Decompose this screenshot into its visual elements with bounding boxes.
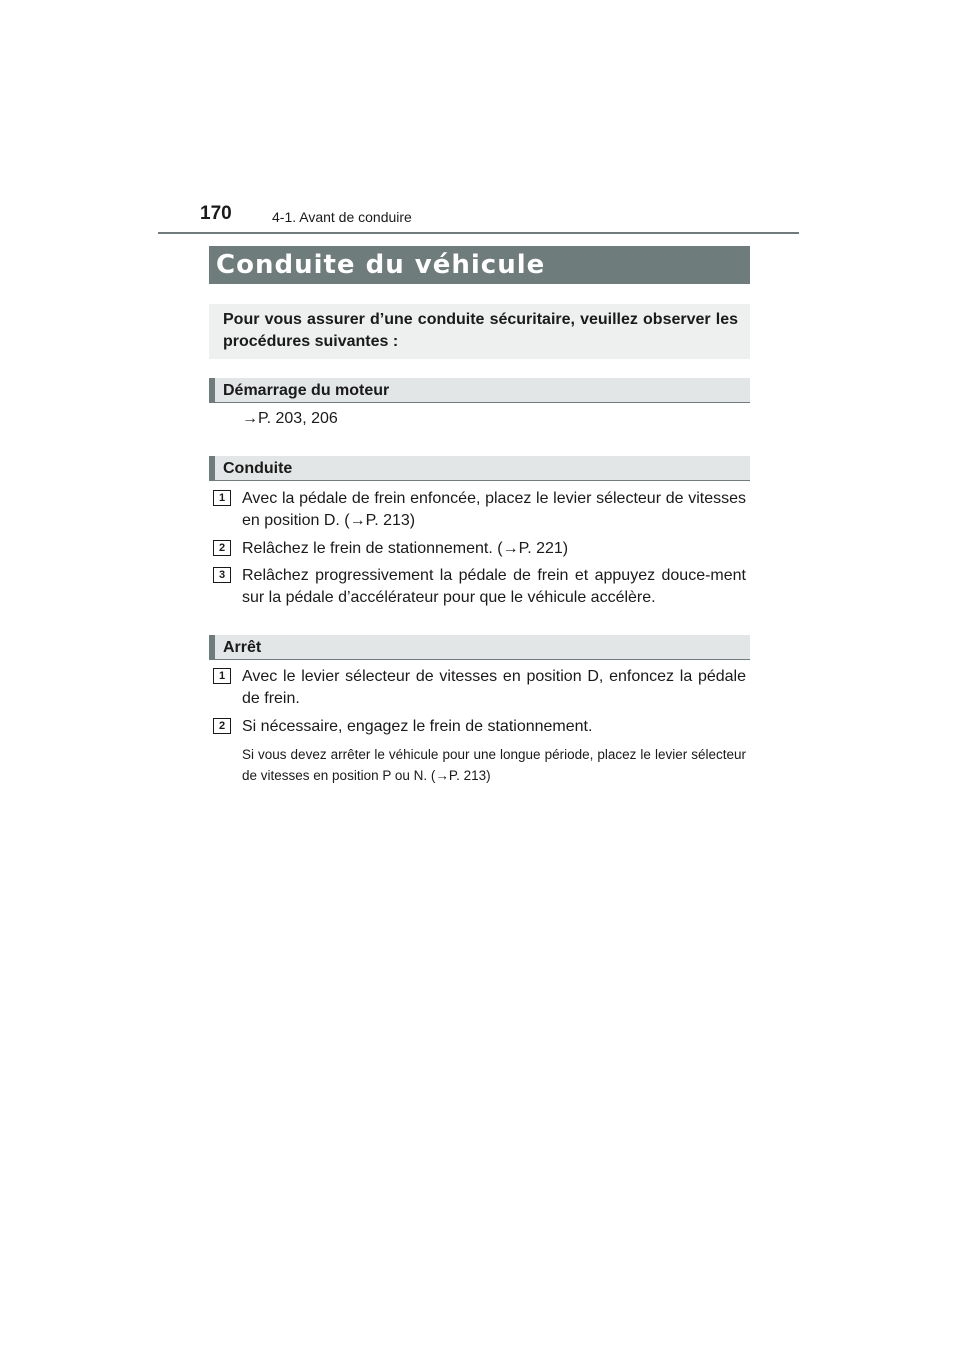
section-heading-demarrage: Démarrage du moteur (209, 378, 750, 403)
intro-box: Pour vous assurer d’une conduite sécuritaire, veuillez observer les procédures suivantes : (209, 304, 750, 359)
title-bar (209, 246, 750, 284)
section-heading-conduite: Conduite (209, 456, 750, 481)
step-item (213, 488, 746, 532)
step-number-badge: 2 (213, 718, 231, 734)
section-heading-arret: Arrêt (209, 635, 750, 660)
page-reference: →P. 203, 206 (242, 410, 338, 427)
step-text: Avec la pédale de frein enfoncée, placez le levier sélecteur de vitesses en position D. (→P. 213) (242, 490, 746, 529)
step-item (213, 538, 746, 560)
step-number-badge: 1 (213, 490, 231, 506)
step-text: Si nécessaire, engagez le frein de stationnement. (242, 718, 593, 735)
step-item (213, 565, 746, 609)
step-number-badge: 1 (213, 668, 231, 684)
step-number-badge: 3 (213, 567, 231, 583)
page-number: 170 (200, 203, 232, 224)
step-text: Avec le levier sélecteur de vitesses en position D, enfoncez la pédale de frein. (242, 668, 746, 707)
step-text: Relâchez progressivement la pédale de frein et appuyez douce-ment sur la pédale d’accélérateur pour que le véhicule accélère. (242, 567, 746, 606)
step-item (213, 666, 746, 710)
page-title: Conduite du véhicule (216, 250, 546, 280)
header-rule (158, 232, 799, 234)
note-text: Si vous devez arrêter le véhicule pour une longue période, placez le levier sélecteur de vitesses en position P ou N. (→P. 213) (242, 747, 746, 783)
step-item (213, 716, 746, 738)
section-reference: 4-1. Avant de conduire (272, 209, 412, 225)
step-text: Relâchez le frein de stationnement. (→P. 221) (242, 540, 569, 557)
step-number-badge: 2 (213, 540, 231, 556)
